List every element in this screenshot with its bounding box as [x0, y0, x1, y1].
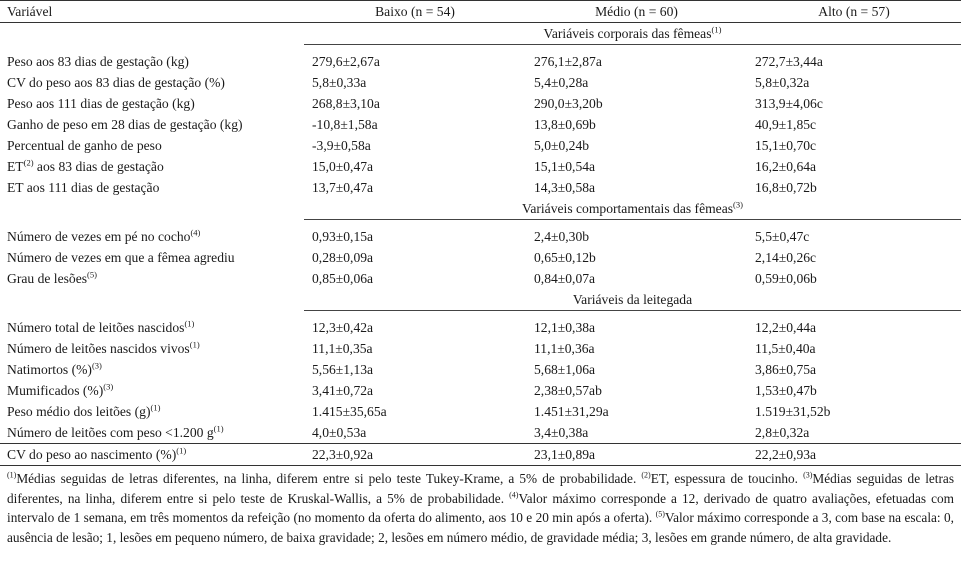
- footnote-marker: (1): [176, 445, 187, 456]
- value-baixo: 4,0±0,53a: [312, 425, 367, 440]
- value-medio: 5,4±0,28a: [534, 75, 589, 90]
- header-alto: Alto (n = 57): [747, 1, 961, 23]
- table-row: [0, 114, 961, 135]
- row-label: [0, 51, 304, 72]
- value-baixo: 0,28±0,09a: [312, 250, 374, 265]
- value-baixo: -3,9±0,58a: [312, 138, 371, 153]
- section-title-text: Variáveis comportamentais das fêmeas: [522, 201, 734, 216]
- section-title-text: Variáveis da leitegada: [572, 292, 693, 307]
- value-alto: 1,53±0,47b: [755, 383, 817, 398]
- table-row: [0, 156, 961, 177]
- table-row: [0, 72, 961, 93]
- row-label-text: ET: [7, 159, 24, 174]
- value-alto: 313,9±4,06c: [755, 96, 823, 111]
- value-baixo: 268,8±3,10a: [312, 96, 380, 111]
- row-label-text: CV do peso ao nascimento (%): [7, 447, 177, 462]
- value-alto: 5,5±0,47c: [755, 229, 810, 244]
- section-header-row: [0, 289, 961, 311]
- value-baixo: 5,8±0,33a: [312, 75, 367, 90]
- value-alto: 15,1±0,70c: [755, 138, 817, 153]
- section-spacer: [0, 198, 304, 220]
- footnote-marker: (1): [213, 423, 224, 434]
- table-row: [0, 317, 961, 338]
- value-baixo: 0,93±0,15a: [312, 229, 374, 244]
- footnote-marker: (1): [711, 24, 722, 35]
- row-label-text: Número de leitões nascidos vivos: [7, 341, 190, 356]
- row-label: [0, 93, 304, 114]
- row-label: [0, 359, 304, 380]
- row-label-text: Peso aos 83 dias de gestação (kg): [7, 54, 189, 69]
- table-row: [0, 93, 961, 114]
- value-baixo: 279,6±2,67a: [312, 54, 380, 69]
- value-baixo: 11,1±0,35a: [312, 341, 373, 356]
- value-medio: 0,65±0,12b: [534, 250, 596, 265]
- header-row: [0, 1, 961, 23]
- footnote-text: Valor máximo corresponde a 3, com base na escala: 0, ausência de lesão; 1, lesões em pequeno número, de baixa gravidade; 2, lesões em número médio, de gravidade média; 3, lesões em grande número, de alta gravidade.: [7, 510, 954, 545]
- value-medio: 2,4±0,30b: [534, 229, 590, 244]
- row-label-text: Peso aos 111 dias de gestação (kg): [7, 96, 195, 111]
- value-baixo: 5,56±1,13a: [312, 362, 374, 377]
- row-label: [0, 338, 304, 359]
- value-baixo: 22,3±0,92a: [304, 444, 526, 466]
- value-medio: 0,84±0,07a: [534, 271, 596, 286]
- value-medio: 13,8±0,69b: [534, 117, 596, 132]
- row-label: [0, 422, 304, 444]
- table-row: [0, 380, 961, 401]
- footnote-marker: (1): [189, 339, 200, 350]
- table-row: [0, 135, 961, 156]
- row-label: [0, 114, 304, 135]
- section-title: [304, 289, 961, 311]
- table-row-final: [0, 444, 961, 466]
- header-baixo: Baixo (n = 54): [304, 1, 526, 23]
- row-label: [0, 156, 304, 177]
- value-alto: 16,8±0,72b: [755, 180, 817, 195]
- value-alto: 22,2±0,93a: [747, 444, 961, 466]
- value-alto: 1.519±31,52b: [755, 404, 831, 419]
- footnote-marker: (3): [91, 360, 102, 371]
- row-label: [0, 72, 304, 93]
- row-label-text: Grau de lesões: [7, 271, 88, 286]
- footnote-text: ET, espessura de toucinho.: [650, 471, 804, 486]
- table-row: [0, 422, 961, 444]
- section-spacer: [0, 23, 304, 45]
- table-row: [0, 359, 961, 380]
- header-medio: Médio (n = 60): [526, 1, 747, 23]
- footnote-marker: (3): [803, 470, 813, 480]
- value-medio: 3,4±0,38a: [534, 425, 589, 440]
- footnote-text: Médias seguidas de letras diferentes, na linha, diferem entre si pelo teste Tukey-Krame, a 5% de probabilidade.: [16, 471, 642, 486]
- value-medio: 290,0±3,20b: [534, 96, 603, 111]
- value-medio: 5,0±0,24b: [534, 138, 590, 153]
- table-row: [0, 401, 961, 422]
- row-label-text: Ganho de peso em 28 dias de gestação (kg): [7, 117, 243, 132]
- value-alto: 16,2±0,64a: [755, 159, 817, 174]
- value-baixo: 12,3±0,42a: [312, 320, 374, 335]
- footnote-marker: (2): [23, 157, 34, 168]
- value-baixo: 13,7±0,47a: [312, 180, 374, 195]
- row-label-text: CV do peso aos 83 dias de gestação (%): [7, 75, 225, 90]
- footnote-marker: (1): [7, 470, 17, 480]
- value-alto: 5,8±0,32a: [755, 75, 810, 90]
- value-baixo: 15,0±0,47a: [312, 159, 374, 174]
- value-baixo: 0,85±0,06a: [312, 271, 374, 286]
- footnote-marker: (5): [87, 269, 97, 280]
- value-alto: 0,59±0,06b: [755, 271, 817, 286]
- footnote-marker: (2): [641, 470, 651, 480]
- footnote-marker: (3): [103, 381, 114, 392]
- row-label: [0, 177, 304, 198]
- section-spacer: [0, 289, 304, 311]
- value-medio: 14,3±0,58a: [534, 180, 596, 195]
- footnote-marker: (4): [190, 227, 201, 238]
- row-label-text: Número de vezes em que a fêmea agrediu: [7, 250, 235, 265]
- row-label: [0, 317, 304, 338]
- value-baixo: 1.415±35,65a: [312, 404, 387, 419]
- footnote-marker: (4): [509, 490, 519, 500]
- footnote-text: Médias seguidas de letras diferentes, na linha, diferem entre si pelo teste de Kruskal-Wallis, a 5% de probabilidade.: [7, 471, 954, 506]
- footnote-marker: (5): [655, 509, 665, 519]
- row-label-text: Número de vezes em pé no cocho: [7, 229, 191, 244]
- row-label-text: Mumificados (%): [7, 383, 104, 398]
- value-alto: 2,8±0,32a: [755, 425, 810, 440]
- value-medio: 12,1±0,38a: [534, 320, 596, 335]
- section-header-row: [0, 198, 961, 220]
- row-label: [0, 226, 304, 247]
- value-medio: 1.451±31,29a: [534, 404, 609, 419]
- row-label-text: Natimortos (%): [7, 362, 92, 377]
- row-label: [0, 135, 304, 156]
- row-label: [0, 401, 304, 422]
- footnote-text: Valor máximo corresponde a 12, derivado de quatro avaliações, efetuadas com intervalo de 1 semana, em três momentos da refeição (no momento da oferta do alimento, aos 10 e 20 min após a oferta).: [7, 490, 954, 526]
- value-medio: 276,1±2,87a: [534, 54, 602, 69]
- footnote-marker: (1): [150, 402, 161, 413]
- row-label-text: Percentual de ganho de peso: [7, 138, 162, 153]
- row-label: [0, 247, 304, 268]
- section-title: [304, 198, 961, 220]
- footnote-marker: (3): [733, 199, 743, 210]
- table-row: [0, 268, 961, 289]
- section-title: [304, 23, 961, 45]
- value-medio: 11,1±0,36a: [534, 341, 595, 356]
- footnotes: [0, 469, 961, 547]
- row-label-text: ET aos 111 dias de gestação: [7, 180, 160, 195]
- value-alto: 3,86±0,75a: [755, 362, 817, 377]
- row-label-suffix: aos 83 dias de gestação: [33, 159, 164, 174]
- value-alto: 40,9±1,85c: [755, 117, 817, 132]
- value-baixo: -10,8±1,58a: [312, 117, 378, 132]
- table-row: [0, 177, 961, 198]
- row-label: [0, 444, 304, 466]
- value-medio: 15,1±0,54a: [534, 159, 596, 174]
- section-title-text: Variáveis corporais das fêmeas: [543, 26, 712, 41]
- row-label-text: Número de leitões com peso <1.200 g: [7, 425, 214, 440]
- table-row: [0, 338, 961, 359]
- row-label-text: Número total de leitões nascidos: [7, 320, 185, 335]
- value-alto: 2,14±0,26c: [755, 250, 817, 265]
- value-alto: 12,2±0,44a: [755, 320, 817, 335]
- value-medio: 5,68±1,06a: [534, 362, 596, 377]
- table-row: [0, 247, 961, 268]
- row-label: [0, 380, 304, 401]
- table-row: [0, 51, 961, 72]
- value-alto: 11,5±0,40a: [755, 341, 816, 356]
- table-row: [0, 226, 961, 247]
- value-medio: 23,1±0,89a: [526, 444, 747, 466]
- table-body: [0, 23, 961, 466]
- value-medio: 2,38±0,57ab: [534, 383, 602, 398]
- value-baixo: 3,41±0,72a: [312, 383, 374, 398]
- section-header-row: [0, 23, 961, 45]
- header-variable: Variável: [0, 1, 304, 23]
- footnote-marker: (1): [184, 318, 195, 329]
- row-label-text: Peso médio dos leitões (g): [7, 404, 151, 419]
- row-label: [0, 268, 304, 289]
- value-alto: 272,7±3,44a: [755, 54, 823, 69]
